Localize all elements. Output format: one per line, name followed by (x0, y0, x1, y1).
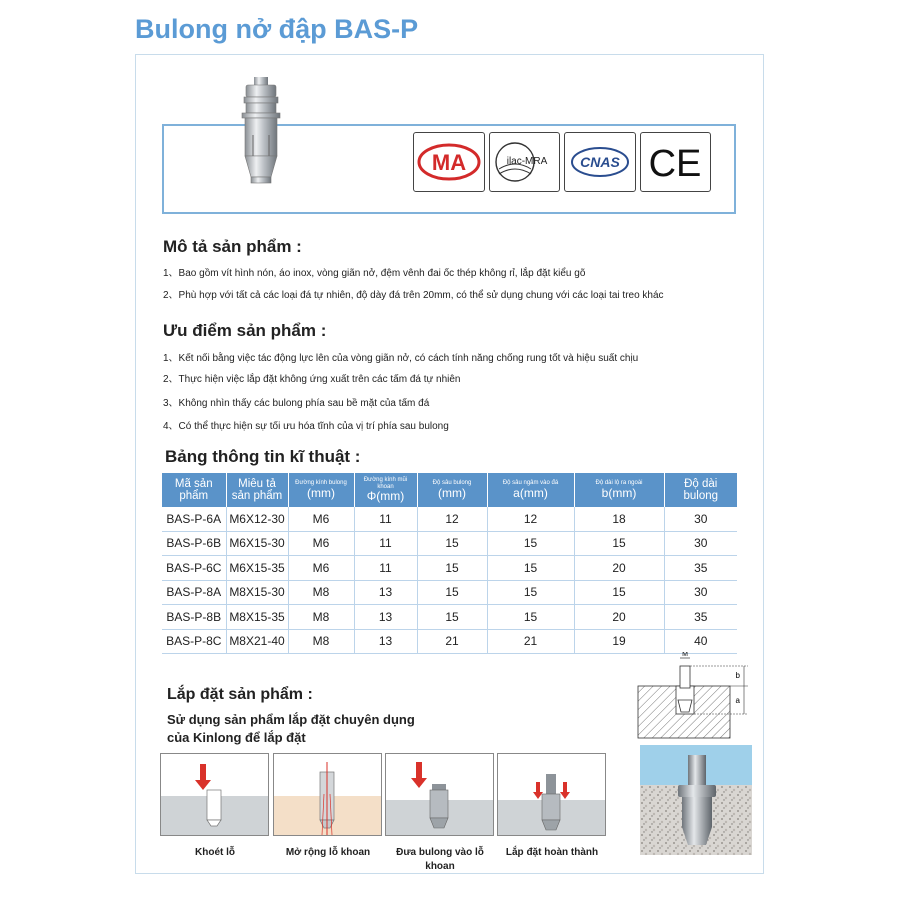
column-header-description: Miêu tả sản phẩm (226, 473, 288, 507)
svg-text:MA: MA (431, 150, 466, 175)
install-step-label: Khoét lỗ (195, 847, 235, 858)
table-cell: 15 (487, 556, 574, 581)
table-cell: M8X15-35 (226, 605, 288, 630)
ilac-mra-logo-icon (489, 132, 561, 192)
bolt-product-image (215, 75, 315, 190)
table-cell: 15 (417, 605, 487, 630)
table-cell: M6 (288, 556, 354, 581)
column-header-bolt-depth: Độ sâu bulong (mm) (417, 473, 487, 507)
table-cell: 11 (354, 531, 417, 556)
table-cell: 20 (574, 556, 664, 581)
table-cell: 13 (354, 629, 417, 654)
description-line: 2、Phù hợp với tất cả các loại đá tự nhiên, độ dày đá trên 20mm, có thể sử dụng chung với các loại tai treo khác (163, 290, 664, 301)
column-header-bolt-length: Độ dài bulong (664, 473, 737, 507)
table-cell: 30 (664, 507, 737, 531)
table-cell: 15 (417, 531, 487, 556)
svg-text:a: a (735, 696, 740, 705)
svg-text:CNAS: CNAS (579, 154, 620, 170)
table-cell: 21 (417, 629, 487, 654)
table-cell: M8 (288, 580, 354, 605)
svg-text:ilac-MRA: ilac-MRA (506, 156, 548, 167)
table-cell: M6X15-35 (226, 556, 288, 581)
spec-table-heading: Bảng thông tin kĩ thuật : (165, 447, 361, 466)
description-line: 1、Bao gồm vít hình nón, áo inox, vòng giãn nở, đệm vênh đai ốc thép không rỉ, lắp đặt kiểu gõ (163, 268, 586, 279)
column-header-bolt-diameter: Đường kính bulong (mm) (288, 473, 354, 507)
table-cell: 15 (487, 531, 574, 556)
dimension-diagram (636, 652, 754, 740)
install-step-label: Lắp đặt hoàn thành (505, 847, 599, 858)
table-cell: BAS-P-8C (162, 629, 226, 654)
table-cell: 11 (354, 556, 417, 581)
table-row (162, 629, 737, 654)
page-title: Bulong nở đập BAS-P (135, 14, 419, 44)
installation-subheading: Sử dụng sản phẩm lắp đặt chuyên dụng của Kinlong để lắp đặt (167, 712, 415, 746)
install-step-expand-hole-image (273, 753, 382, 836)
table-cell: 21 (487, 629, 574, 654)
install-step-complete-image (497, 753, 606, 836)
table-row (162, 531, 737, 556)
table-cell: 30 (664, 580, 737, 605)
table-cell: 15 (487, 605, 574, 630)
svg-text:CE: CE (648, 143, 702, 185)
certification-logos (413, 132, 711, 192)
table-row (162, 507, 737, 531)
advantage-line: 4、Có thể thực hiện sự tối ưu hóa tĩnh của vị trí phía sau bulong (163, 421, 449, 432)
table-row (162, 556, 737, 581)
column-header-drill-diameter: Đường kính mũi khoan Φ(mm) (354, 473, 417, 507)
install-step-label: Mở rộng lỗ khoan (285, 847, 371, 858)
table-cell: 40 (664, 629, 737, 654)
table-cell: BAS-P-8B (162, 605, 226, 630)
spec-table (162, 473, 737, 654)
table-cell: 30 (664, 531, 737, 556)
table-cell: 18 (574, 507, 664, 531)
table-cell: M8 (288, 629, 354, 654)
table-cell: M6X15-30 (226, 531, 288, 556)
description-heading: Mô tả sản phẩm : (163, 237, 302, 256)
table-cell: 19 (574, 629, 664, 654)
spec-table-header-row (162, 473, 737, 507)
cnas-logo-icon (564, 132, 636, 192)
table-cell: BAS-P-6A (162, 507, 226, 531)
table-cell: BAS-P-6B (162, 531, 226, 556)
table-cell: BAS-P-6C (162, 556, 226, 581)
table-cell: M8 (288, 605, 354, 630)
install-step-drill-hole-image (160, 753, 269, 836)
table-row (162, 605, 737, 630)
table-cell: 15 (574, 580, 664, 605)
advantage-line: 2、Thực hiện việc lắp đặt không ứng xuất trên các tấm đá tự nhiên (163, 374, 461, 385)
svg-text:b: b (735, 671, 740, 680)
table-cell: 20 (574, 605, 664, 630)
table-cell: 35 (664, 605, 737, 630)
svg-text:M: M (682, 652, 688, 658)
table-cell: BAS-P-8A (162, 580, 226, 605)
table-cell: M6 (288, 531, 354, 556)
column-header-embed-depth: Độ sâu ngâm vào đá a(mm) (487, 473, 574, 507)
table-cell: M8X15-30 (226, 580, 288, 605)
advantage-line: 3、Không nhìn thấy các bulong phía sau bề mặt của tấm đá (163, 398, 430, 409)
advantage-line: 1、Kết nối bằng việc tác động lực lên của vòng giãn nở, có cách tính năng chống rung tốt và hiệu suất chịu (163, 353, 639, 364)
install-step-label: Đưa bulong vào lỗ khoan (396, 847, 484, 872)
table-cell: 15 (417, 556, 487, 581)
installation-heading: Lắp đặt sản phẩm : (167, 686, 313, 703)
installed-bolt-photo (640, 745, 752, 855)
table-cell: M6 (288, 507, 354, 531)
table-cell: 12 (417, 507, 487, 531)
table-cell: M6X12-30 (226, 507, 288, 531)
advantages-heading: Ưu điểm sản phẩm : (163, 321, 327, 340)
table-cell: 13 (354, 580, 417, 605)
table-cell: 35 (664, 556, 737, 581)
table-cell: 12 (487, 507, 574, 531)
table-cell: 15 (574, 531, 664, 556)
table-row (162, 580, 737, 605)
table-cell: 15 (417, 580, 487, 605)
column-header-code: Mã sản phẩm (162, 473, 226, 507)
cma-logo-icon (413, 132, 485, 192)
table-cell: M8X21-40 (226, 629, 288, 654)
table-cell: 11 (354, 507, 417, 531)
table-cell: 13 (354, 605, 417, 630)
table-cell: 15 (487, 580, 574, 605)
install-step-insert-bolt-image (385, 753, 494, 836)
column-header-exposed-length: Độ dài lộ ra ngoài b(mm) (574, 473, 664, 507)
ce-logo-icon (640, 132, 712, 192)
